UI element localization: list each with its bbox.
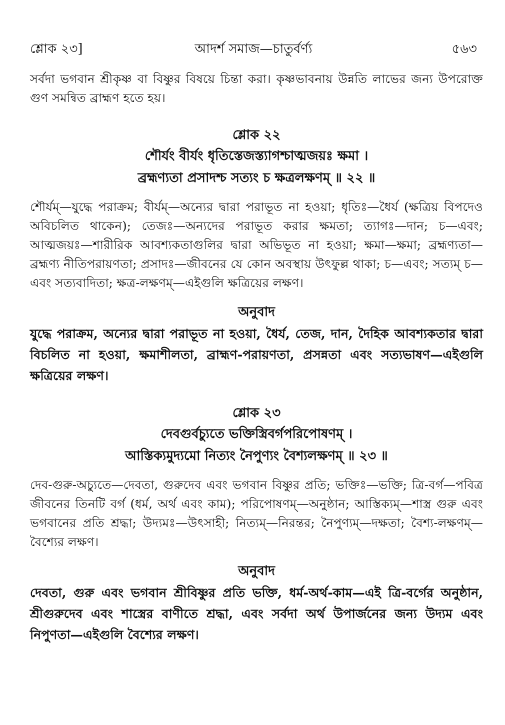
verse-23-synonyms: দেব-গুরু-অচ্যুতে—দেবতা, গুরুদেব এবং ভগবান বিষ্ণুর প্রতি; ভক্তিঃ—ভক্তি; ত্রি-বর্গ—পবিত্র জীবনের তিনটি বর্গ (ধর্ম, অর্থ এবং কাম); পরিপোষণম্—অনুষ্ঠান; আস্তিক্যম্—শাস্ত্র গুরু এবং ভগবানের প্রতি শ্রদ্ধা; উদ্যমঃ—উৎসাহী; নিত্যম্—নিরন্তর; নৈপুণ্যম্—দক্ষতা; বৈশ্য-লক্ষণম্—বৈশ্যের লক্ষণ। bbox=[30, 478, 483, 549]
verse-22-translation: যুদ্ধে পরাক্রম, অন্যের দ্বারা পরাভূত না হওয়া, ধৈর্য, তেজ, দান, দৈহিক আবশ্যকতার দ্বারা বিচলিত না হওয়া, ক্ষমাশীলতা, ব্রাহ্মণ-পরায়ণতা, প্রসন্নতা এবং সত্যভাষণ—এইগুলি ক্ষত্রিয়ের লক্ষণ। bbox=[30, 326, 483, 383]
verse-23-line-1: দেবগুর্বচ্যুতে ভক্তিস্ত্রিবর্গপরিপোষণম্ । bbox=[160, 427, 353, 442]
intro-paragraph: সর্বদা ভগবান শ্রীকৃষ্ণ বা বিষ্ণুর বিষয়ে চিন্তা করা। কৃষ্ণভাবনায় উন্নতি লাভের জন্য উপরোক্ত গুণ সমন্বিত ব্রাহ্মণ হতে হয়। bbox=[30, 72, 483, 105]
page-number: ৫৬৩ bbox=[451, 42, 477, 57]
verse-23-translation: দেবতা, গুরু এবং ভগবান শ্রীবিষ্ণুর প্রতি ভক্তি, ধর্ম-অর্থ-কাম—এই ত্রি-বর্গের অনুষ্ঠান, শ্রীগুরুদেব এবং শাস্ত্রের বাণীতে শ্রদ্ধা, এবং সর্বদা অর্থ উপার্জনের জন্য উদ্যম এবং নিপুণতা—এইগুলি বৈশ্যের লক্ষণ। bbox=[30, 585, 483, 642]
verse-22-line-2: ব্রহ্মণ্যতা প্রসাদশ্চ সত্যং চ ক্ষত্রলক্ষণম্ ॥ ২২ ॥ bbox=[137, 171, 376, 186]
verse-22-translation-label: অনুবাদ bbox=[238, 305, 275, 320]
verse-23-translation-label: অনুবাদ bbox=[238, 564, 275, 579]
page-body bbox=[30, 70, 483, 645]
verse-23-label: শ্লোক ২৩ bbox=[232, 406, 281, 421]
header-verse-ref: শ্লোক ২৩] bbox=[30, 42, 83, 57]
running-header bbox=[30, 40, 477, 60]
header-chapter-title: আদর্শ সমাজ—চাতুর্বর্ণ্য bbox=[194, 42, 313, 57]
verse-22-synonyms: শৌর্যম্—যুদ্ধে পরাক্রম; বীর্যম্—অন্যের দ্বারা পরাভূত না হওয়া; ধৃতিঃ—ধৈর্য (ক্ষত্রিয় বিপদেও অবিচলিত থাকেন); তেজঃ—অন্যদের পরাভূত করার ক্ষমতা; ত্যাগঃ—দান; চ—এবং; আত্মজয়ঃ—শারীরিক আবশ্যকতাগুলির দ্বারা অভিভূত না হওয়া; ক্ষমা—ক্ষমা; ব্রহ্মণ্যতা—ব্রহ্মণ্য নীতিপরায়ণতা; প্রসাদঃ—জীবনের যে কোন অবস্থায় উৎফুল্ল থাকা; চ—এবং; সত্যম্ চ—এবং সত্যবাদিতা; ক্ষত্র-লক্ষণম্—এইগুলি ক্ষত্রিয়ের লক্ষণ। bbox=[30, 200, 483, 290]
verse-22-label: শ্লোক ২২ bbox=[232, 128, 281, 143]
verse-23-line-2: আস্তিক্যমুদ্যমো নিত্যং নৈপুণ্যং বৈশ্যলক্ষণম্ ॥ ২৩ ॥ bbox=[125, 449, 388, 464]
verse-22-line-1: শৌর্যং বীর্যং ধৃতিস্তেজস্ত্যাগশ্চাত্মজয়ঃ ক্ষমা । bbox=[144, 149, 369, 164]
